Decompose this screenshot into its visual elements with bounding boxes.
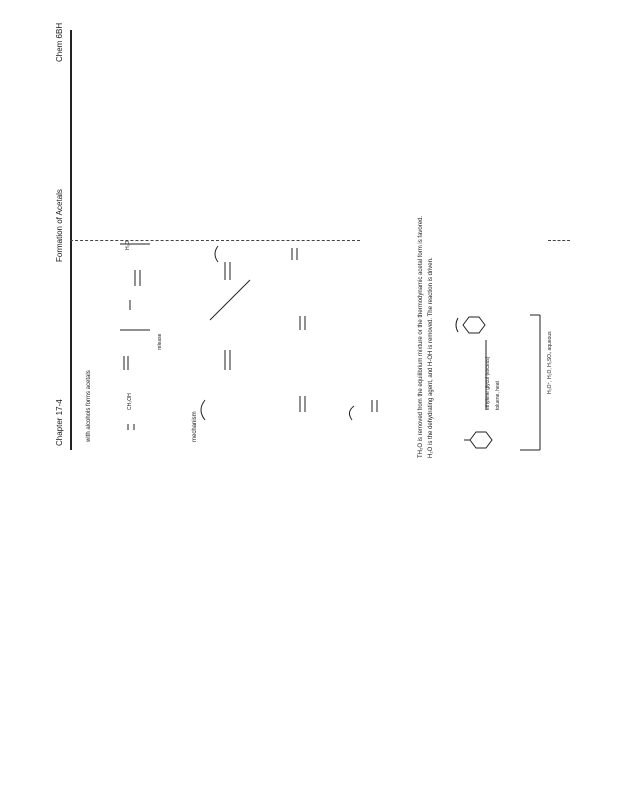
acetal-product-ring [456,317,485,333]
note-2: H₂O is the dehydrating agent, and H-OH is removed. The reaction is driven. [428,257,434,458]
release-label: release [157,333,163,350]
section-title: Formation of Acetals [55,189,64,262]
condition-a: ethylene glycol (excess) [485,356,491,410]
note-1: TH₂O is removed from the equilibrium mixture or the thermodynamic acetal form is favored. [418,215,424,458]
bottom-arrows [486,315,540,450]
h2o-label: H₂O [125,240,131,250]
cyclohexanone-ring [464,432,492,448]
course-label: Chem 6BH [55,22,64,62]
condition-b: toluene, heat [495,381,501,410]
chapter-label: Chapter 17-4 [55,399,64,446]
mechanism-label: mechanism [192,411,198,442]
condition-c: H₃O⁺, H₂O, H₃SO₄ aqueous [547,331,553,394]
reagent-label: CH₃OH [127,393,133,410]
top-equation [120,244,150,430]
intro-text: with alcohols forms acetals [86,370,92,442]
mechanism-steps [201,246,377,420]
